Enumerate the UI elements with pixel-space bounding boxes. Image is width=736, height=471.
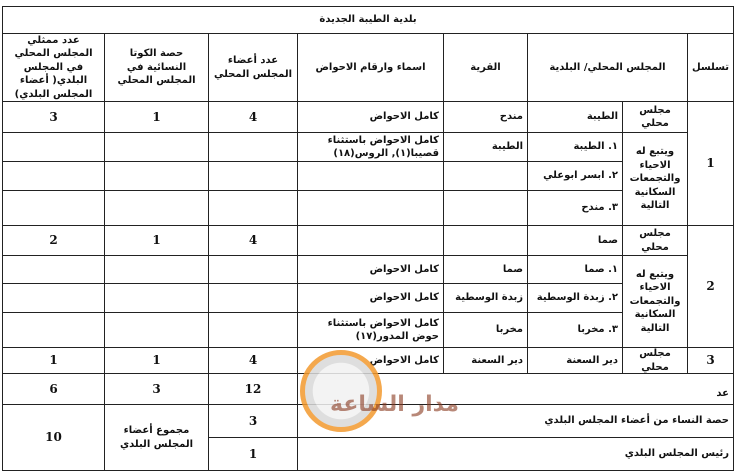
empty-cell [104, 283, 209, 313]
total-reps: 6 [2, 373, 105, 405]
empty-cell [297, 190, 444, 226]
members-cell: 4 [208, 347, 298, 374]
empty-cell [104, 190, 209, 226]
reps-cell: 3 [2, 101, 105, 133]
village-cell: زبدة الوسطية [443, 283, 528, 313]
empty-cell [208, 312, 298, 348]
header-seq: تسلسل [687, 33, 734, 102]
seq-cell: 1 [687, 101, 734, 226]
header-reps: عدد ممثلي المجلس المحلي في المجلس البلدي( أعضاء المجلس البلدي) [2, 33, 105, 102]
council-head-label: رئيس المجلس البلدي [297, 437, 734, 471]
village-cell: مندح [443, 101, 528, 133]
empty-cell [443, 161, 528, 191]
empty-cell [104, 132, 209, 162]
empty-cell [208, 283, 298, 313]
seq-cell: 3 [687, 347, 734, 374]
women-share: 3 [208, 404, 298, 438]
village-cell: دير السعنة [443, 347, 528, 374]
header-basins: اسماء وارقام الاحواض [297, 33, 444, 102]
basins-cell: كامل الاحواض [297, 255, 444, 284]
village-cell: مخربا [443, 312, 528, 348]
empty-cell [2, 283, 105, 313]
affiliated-label: ويتبع له الاحياء والتجمعات السكانية التالية [622, 132, 688, 226]
basins-cell: كامل الاحواض باستثناء حوض المدور(١٧) [297, 312, 444, 348]
quota-cell: 1 [104, 101, 209, 133]
council-name: صما [527, 225, 623, 256]
empty-cell [2, 190, 105, 226]
women-share-label: حصة النساء من أعضاء المجلس البلدي [297, 404, 734, 438]
council-head: 1 [208, 437, 298, 471]
empty-cell [2, 161, 105, 191]
sub-village: ٣. مندح [527, 190, 623, 226]
reps-cell: 1 [2, 347, 105, 374]
empty-cell [297, 225, 444, 256]
empty-cell [104, 255, 209, 284]
table-title: بلدية الطيبة الجديدة [2, 6, 734, 34]
basins-cell: كامل الاحواض [297, 347, 444, 374]
village-cell: الطيبة [443, 132, 528, 162]
header-village: القرية [443, 33, 528, 102]
total-council-members: 10 [2, 404, 105, 471]
quota-cell: 1 [104, 225, 209, 256]
local-council-label: مجلس محلي [622, 347, 688, 374]
watermark-text: مدار الساعة [330, 392, 460, 417]
basins-cell: كامل الاحواض باستثناء قصيبا(١), الروس(١٨) [297, 132, 444, 162]
empty-cell [443, 225, 528, 256]
empty-cell [208, 255, 298, 284]
village-cell: صما [443, 255, 528, 284]
empty-cell [2, 312, 105, 348]
sub-village: ١. الطيبة [527, 132, 623, 162]
local-council-label: مجلس محلي [622, 101, 688, 133]
total-council-members-label: مجموع أعضاء المجلس البلدي [104, 404, 209, 471]
empty-cell [297, 161, 444, 191]
sub-village: ٢. زبدة الوسطية [527, 283, 623, 313]
empty-cell [104, 312, 209, 348]
clock-watermark-icon [300, 350, 382, 432]
basins-cell: كامل الاحواض [297, 101, 444, 133]
empty-cell [208, 161, 298, 191]
sub-village: ١. صما [527, 255, 623, 284]
sub-village: ٣. مخربا [527, 312, 623, 348]
empty-cell [443, 190, 528, 226]
affiliated-label: ويتبع له الاحياء والتجمعات السكانية التالية [622, 255, 688, 348]
quota-cell: 1 [104, 347, 209, 374]
total-members: 12 [208, 373, 298, 405]
council-name: الطيبة [527, 101, 623, 133]
empty-cell [2, 255, 105, 284]
header-quota: حصة الكوتا النسائية في المجلس المحلي [104, 33, 209, 102]
seq-cell: 2 [687, 225, 734, 348]
members-cell: 4 [208, 101, 298, 133]
local-council-label: مجلس محلي [622, 225, 688, 256]
total-quota: 3 [104, 373, 209, 405]
empty-cell [208, 190, 298, 226]
members-cell: 4 [208, 225, 298, 256]
empty-cell [104, 161, 209, 191]
totals-label: عد [297, 373, 734, 405]
header-members: عدد أعضاء المجلس المحلي [208, 33, 298, 102]
sub-village: ٢. ابسر ابوعلي [527, 161, 623, 191]
empty-cell [208, 132, 298, 162]
council-name: دير السعنة [527, 347, 623, 374]
empty-cell [2, 132, 105, 162]
basins-cell: كامل الاحواض [297, 283, 444, 313]
reps-cell: 2 [2, 225, 105, 256]
header-council: المجلس المحلي/ البلدية [527, 33, 688, 102]
